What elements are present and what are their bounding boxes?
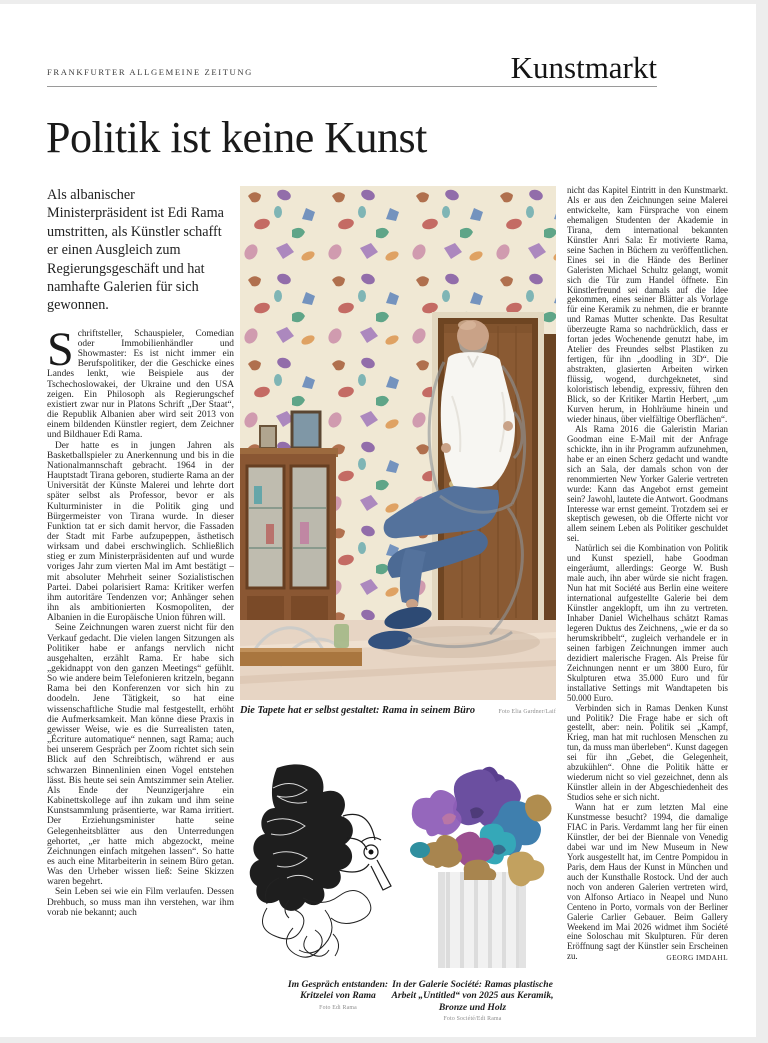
body-paragraph: Der hatte es in jungen Jahren als Basketballspieler zu Anerkennung und bis in die Nationalmannschaft gebracht. 1964 in der Hauptstadt Tirana geboren, studierte Rama an der Universität der Künste Malerei und lehrte dort später selbst als Professor, bevor er als Kulturminister in die Politik ging und Bürgermeister von Tirana wurde. In dieser Funktion tat er sich damit hervor, die Fassaden der Stadt mit Farbe aufzupeppen, ästhetisch wirksam und dabei erschwinglich. Schließlich stieg er zum Ministerpräsidenten auf und wurde voriges Jahr zum vierten Mal im Amt bestätigt – mit absoluter Mehrheit seiner Sozialistischen Partei. Dabei polarisiert Rama: Kritiker werfen ihm autoritäre Tendenzen vor; Anhänger sehen ihn als ambitionierten Kosmopoliten, der Albanien in die Europäische Union führen will. [47, 440, 234, 624]
section-title: Kunstmarkt [510, 50, 657, 85]
body-paragraph: Verbinden sich in Ramas Denken Kunst und Politik? Die Frage habe er sich oft gestellt, aber: nein. Politik sei „Kampf, Krieg, man hat mit ruchlosen Menschen zu tun, da muss man überleben“. Kunst dagegen sei für ihn „Gebet, die Gelegenheit, abzukühlen“. Ohne die Politik hätte er wiederum nicht so viel gezeichnet, denn als Künstler allein in der Abgeschiedenheit des Studios sehe er sich nicht. [567, 702, 728, 803]
page-edge-right [756, 0, 768, 1043]
body-paragraph: nicht das Kapitel Eintritt in den Kunstmarkt. Als er aus den Zeichnungen seine Malerei entwickelte, kam Fürsprache von einem ehemaligen Studenten der Akademie in Tirana, dem international bekannten Künstler Anri Sala: Er motivierte Rama, seine Sachen in Büchern zu veröffentlichen. Eines sei in die Hände des Berliner Galeristen Michael Schultz gelangt, womit sich die Tür zum Handel öffnete. Ein Künstlerfreund sei damals auf die Idee gekommen, eines seiner Blätter als Vorlage für eine Keramik zu nehmen, die er brannte und Ramas Mutter schenkte. Das Resultat überzeugte Rama so nachdrücklich, dass er fortan jedes Wochenende genutzt habe, im Atelier des Freundes selbst Plastiken zu fertigen, für ihn „doodling in 3D“. Die abstrakten, glasierten Arbeiten wirken flüssig, wogend, durchgeknetet, sind koloristisch lebendig, expressiv, führen den Blick, so der Kritiker Martin Herbert, „um Kurven herum, in Hohlräume hinein und wieder hinaus, über vielfältige Oberflächen“. [567, 185, 728, 424]
sculpture-caption [390, 979, 555, 1022]
portrait-photo [240, 186, 556, 700]
photo-credit: Foto Edi Rama [319, 1004, 357, 1011]
masthead [47, 46, 657, 85]
body-paragraph: Seine Zeichnungen waren zuerst nicht für den Verkauf gedacht. Die vielen langen Sitzungen als Politiker habe er anfangs nervlich nicht ausgehalten, erzählt Rama. Er habe sich „gekidnappt von den ganzen Meetings“ gefühlt. So wie andere beim Telefonieren kritzeln, begann Rama bei den Konferenzen vor sich hin zu doodeln. Jene Tätigkeit, so hat eine wissenschaftliche Studie mal festgestellt, erhöht die Aufmerksamkeit. Man könne diese Praxis in gewisser Weise, wie es die Surrealisten taten, „Écriture automatique“ nennen, sagt Rama; auch bei unserem Gespräch per Zoom richtet sich sein Blick auf den Schreibtisch, während er aus schwarzen Binnenlinien einen Vogel entstehen lässt. Bis heute sei sein Amtszimmer sein Atelier. Als Ende der Neunzigerjahre ein Kabinettskollege auf ihn zukam und ihm seine Kunstsammlung präsentierte, war Rama irritiert. Der Erziehungsminister hatte seine Gelegenheitsblätter aus den Unterredungen gehortet, „er hatte mich abgezockt, meine Zeichnungen einfach mitgehen lassen“. So hatte es auch eine Mitarbeiterin in seinem Büro getan. Was den Urheber wissen ließ: Seine Skizzen waren begehrt. [47, 623, 234, 888]
left-column [47, 186, 234, 918]
page-edge-top [0, 0, 768, 4]
newspaper-name: FRANKFURTER ALLGEMEINE ZEITUNG [47, 67, 253, 77]
body-paragraph: Sein Leben sei wie ein Film verlaufen. Dessen Drehbuch, so muss man ihn verstehen, war ihm vorab nie bekannt; auch [47, 887, 234, 918]
caption-text: Die Tapete hat er selbst gestaltet: Rama in seinem Büro [240, 705, 476, 716]
photo-credit: Foto Elia Gardner/Laif [498, 709, 556, 715]
masthead-rule [47, 86, 657, 87]
drop-cap: S [47, 322, 74, 376]
sculpture-figure [390, 760, 555, 1022]
body-paragraph: Als Rama 2016 die Galeristin Marian Goodman eine E-Mail mit der Anfrage schickte, ihn in ihr Programm aufzunehmen, habe er an einen Scherz gedacht und wandte sich an Sala, der damals schon von der renommierten New Yorker Galerie vertreten wurde: Kann das Angebot ernst gemeint sein? Jawohl, lautete die Antwort. Goodmans Interesse war ernst gemeint. Trotzdem sei er skeptisch gewesen, ob die Offerte nicht vor allem seinem Leben als Politiker geschuldet sei. [567, 423, 728, 544]
standfirst: Als albanischer Ministerpräsident ist Edi Rama umstritten, als Künstler schafft er einen Ausgleich zum Regierungsgeschäft und hat namhafte Galerien für sich gewonnen. [47, 187, 224, 314]
page-edge-bottom [0, 1037, 768, 1043]
author-byline: GEORG IMDAHL [666, 953, 728, 963]
caption-text: Im Gespräch entstanden: Kritzelei von Rama [287, 979, 389, 1002]
body-paragraph: Natürlich sei die Kombination von Politik und Kunst speziell, habe Goodman eingeräumt, allerdings: George W. Bush male auch, ihn aber würde sie nicht fragen. Nun hat mit Société aus Berlin eine weitere international aufgestellte Galerie bei dem Künstler angeklopft, um ihn zu vertreten. Inhaber Daniel Wichelhaus schätzt Ramas legeren Duktus des Zeichnens, „wie er da so herumskribbelt“, zugleich verhandele er in seinen farbigen Zeichnungen immer auch dezidiert malerische Fragen. Als Preise für Zeichnungen nennt er um 3800 Euro, für Skulpturen etwa 35.000 Euro und für installative Settings mit Wandtapeten bis 50.000 Euro. [567, 543, 728, 703]
paragraph-text: chriftsteller, Schauspieler, Comedian oder Immobilienhändler und Showmaster: Es ist nicht immer ein Berufspolitiker, der die Geschicke eines Landes lenkt, wie Beispiele aus der Tschechoslowakei, der Ukraine und den USA zeigen. Ein Philosoph als Regierungschef existiert zwar nur in Platons Schrift „Der Staat“, die Republik Albanien aber wird seit 2013 von einem bildenden Künstler regiert, dem Zeichner und Bildhauer Edi Rama. [47, 328, 234, 441]
main-photo-caption [240, 705, 556, 716]
article-headline: Politik ist keine Kunst [46, 113, 427, 162]
sculpture-image [390, 760, 555, 968]
caption-text: In der Galerie Société: Ramas plastische Arbeit „Untitled“ von 2025 aus Keramik, Bronze und Holz [391, 979, 554, 1013]
portrait-photo-figure [240, 186, 556, 716]
body-paragraph [567, 803, 728, 962]
body-paragraph [47, 322, 234, 441]
right-column [567, 186, 728, 963]
pedestal [438, 872, 526, 968]
glass-cabinet [240, 412, 338, 656]
photo-credit: Foto Société/Edi Rama [443, 1016, 502, 1023]
sculpture-blobs [410, 767, 552, 887]
paragraph-text: Wann hat er zum letzten Mal eine Kunstmesse besucht? 1994, die damalige FIAC in Paris. Verdammt lang her für einen Künstler, der bei der Biennale von Venedig dabei war und im New Museum in New York ausgestellt hat, im Centre Pompidou in Paris, dem Haus der Kunst in München und auch der Kunsthalle Rostock. Und der auch noch von anderen Galerien vertreten wird, von Alfonso Artiaco in Neapel und Nuno Centeno in Porto, vormals von der Berliner Galerie Carlier Gebauer. Beim Gallery Weekend im Mai 2026 widmet ihm Société eine Soloschau mit Skulpturen. Für deren Eröffnung sagt der Künstler sein Erscheinen zu. [567, 802, 728, 962]
